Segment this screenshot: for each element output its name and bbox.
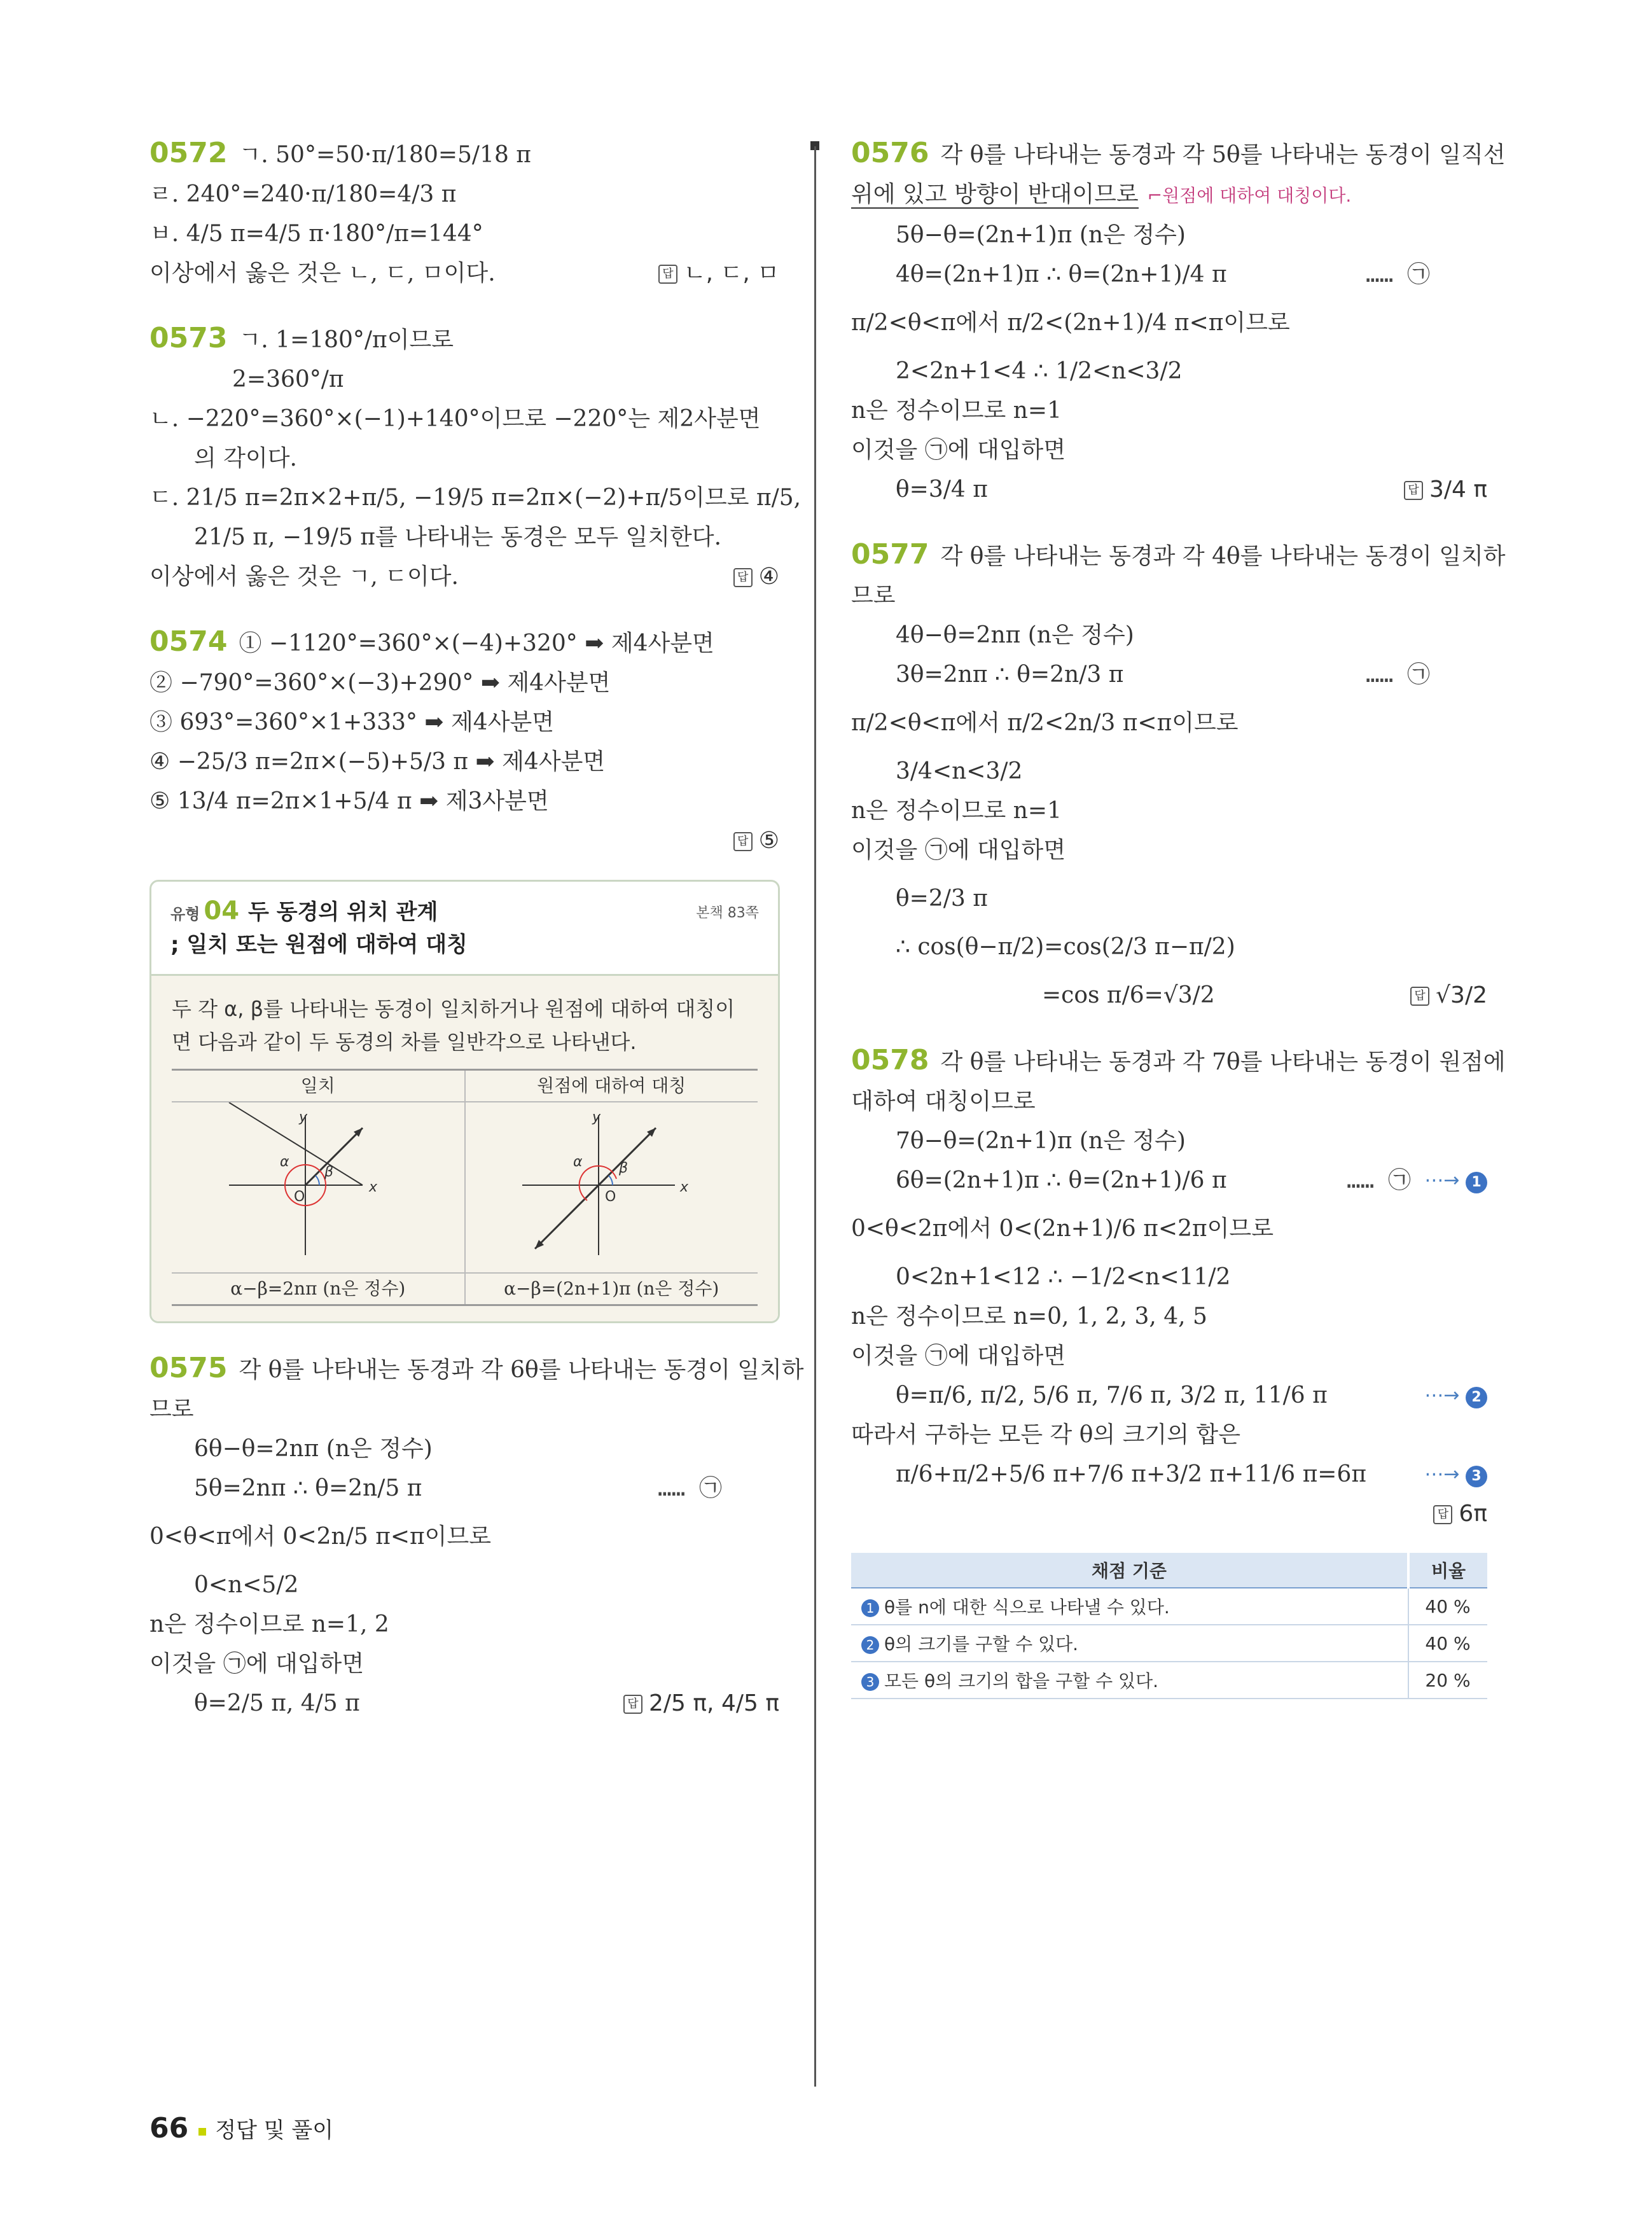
comparison-symmetric: [464, 1071, 758, 1304]
criteria-text: θ의 크기를 구할 수 있다.: [884, 1634, 1079, 1655]
solution-line: ㄴ. −220°=360°×(−1)+140°이므로 −220°는 제2사분면: [149, 406, 761, 432]
answer: [1433, 1494, 1487, 1534]
solution-line: ① −1120°=360°×(−4)+320° ➡ 제4사분면: [239, 630, 714, 657]
type-header: [151, 882, 778, 976]
left-column: [149, 134, 804, 1723]
type-page-ref: 본책 83쪽: [696, 905, 759, 921]
scoring-step: ⋯→ 3: [1424, 1455, 1487, 1494]
footer-square-icon: [198, 2128, 206, 2136]
solution-line: 각 θ를 나타내는 동경과 각 4θ를 나타내는 동경이 일치하: [940, 543, 1506, 569]
x-axis: [229, 1102, 363, 1185]
problem-0577: [851, 535, 1506, 1015]
right-column: [851, 134, 1506, 1699]
answer-value: ⑤: [758, 828, 779, 854]
comparison-table: [172, 1069, 758, 1306]
answer: [733, 821, 779, 861]
solution-line: ㄱ. 1=180°/π이므로: [239, 327, 454, 353]
solution-line: π/2<θ<π에서 π/2<(2n+1)/4 π<π이므로: [851, 310, 1290, 336]
solution-line: 이것을 ㉠에 대입하면: [851, 837, 1066, 863]
solution-line: 0<θ<2π에서 0<(2n+1)/6 π<2π이므로: [851, 1216, 1274, 1242]
equation-ref: …… ㉠: [1346, 1167, 1411, 1193]
answer-value: 3/4 π: [1429, 476, 1487, 503]
equation-ref: …… ㉠: [1365, 261, 1430, 288]
solution-line: 이것을 ㉠에 대입하면: [851, 1343, 1066, 1369]
answer-icon: 답: [658, 265, 677, 284]
symmetric-diagram: [471, 1102, 751, 1261]
solution-line: n은 정수이므로 n=1: [851, 398, 1062, 424]
coincide-diagram: [178, 1102, 458, 1261]
scoring-header-criteria: 채점 기준: [851, 1553, 1408, 1588]
step-number: 3: [1466, 1466, 1487, 1487]
solution-line: ④ −25/3 π=2π×(−5)+5/3 π ➡ 제4사분면: [149, 749, 606, 775]
solution-line: 이것을 ㉠에 대입하면: [149, 1651, 364, 1677]
answer: [1410, 976, 1487, 1015]
problem-0576: [851, 134, 1506, 510]
step-number: 1: [861, 1599, 879, 1617]
scoring-step: ⋯→ 1: [1424, 1161, 1487, 1200]
solution-line: 0<θ<π에서 0<2n/5 π<π이므로: [149, 1524, 492, 1550]
type-number: 04: [204, 896, 240, 926]
problem-number: 0574: [149, 625, 228, 658]
solution-line: 대하여 대칭이므로: [851, 1088, 1036, 1115]
answer-icon: 답: [623, 1695, 642, 1714]
solution-line: 이것을 ㉠에 대입하면: [851, 437, 1066, 463]
solution-line: 7θ−θ=(2n+1)π (n은 정수): [896, 1128, 1186, 1154]
margin-note: ⌐ 원점에 대하여 대칭이다.: [1148, 185, 1352, 206]
type-body: [151, 976, 778, 1321]
scoring-header-ratio: 비율: [1408, 1553, 1487, 1588]
table-row: [851, 1625, 1487, 1662]
page-number: 66: [149, 2112, 189, 2144]
solution-line: ② −790°=360°×(−3)+290° ➡ 제4사분면: [149, 670, 611, 696]
solution-line: ③ 693°=360°×1+333° ➡ 제4사분면: [149, 709, 555, 735]
solution-line: =cos π/6=√3/2: [1042, 982, 1215, 1008]
solution-line: ∴ cos(θ−π/2)=cos(2/3 π−π/2): [896, 934, 1235, 960]
solution-line: π/6+π/2+5/6 π+7/6 π+3/2 π+11/6 π=6π: [896, 1461, 1367, 1487]
solution-line: 므로: [851, 583, 896, 609]
solution-line: π/2<θ<π에서 π/2<2n/3 π<π이므로: [851, 710, 1239, 736]
type-body-line: 두 각 α, β를 나타내는 동경이 일치하거나 원점에 대하여 대칭이: [172, 997, 735, 1021]
scoring-table: [851, 1553, 1487, 1699]
solution-line: 2<2n+1<4 ∴ 1/2<n<3/2: [896, 358, 1183, 384]
criteria-text: 모든 θ의 크기의 합을 구할 수 있다.: [884, 1671, 1159, 1692]
step-number: 3: [861, 1673, 879, 1691]
solution-line: ㄱ. 50°=50·π/180=5/18 π: [239, 142, 531, 168]
type-label: 유형: [170, 905, 200, 923]
solution-line: θ=π/6, π/2, 5/6 π, 7/6 π, 3/2 π, 11/6 π: [896, 1382, 1328, 1408]
comparison-formula: α−β=(2n+1)π (n은 정수): [466, 1272, 758, 1304]
answer: [658, 254, 779, 293]
type-body-line: 면 다음과 같이 두 동경의 차를 일반각으로 나타낸다.: [172, 1030, 637, 1054]
answer-value: 2/5 π, 4/5 π: [649, 1690, 779, 1716]
type-title: 두 동경의 위치 관계: [248, 900, 438, 925]
terminal-side: [535, 1128, 656, 1249]
solution-line: ㄹ. 240°=240·π/180=4/3 π: [149, 181, 457, 207]
answer: [1404, 470, 1487, 510]
solution-line: 0<2n+1<12 ∴ −1/2<n<11/2: [896, 1264, 1231, 1290]
x-label: x: [680, 1179, 689, 1195]
comparison-header: 원점에 대하여 대칭: [466, 1071, 758, 1102]
origin-label: O: [293, 1189, 305, 1205]
solution-line: 21/5 π, −19/5 π를 나타내는 동경은 모두 일치한다.: [194, 524, 722, 550]
problem-number: 0576: [851, 137, 929, 169]
solution-line: 따라서 구하는 모든 각 θ의 크기의 합은: [851, 1422, 1240, 1448]
solution-line: 0<n<5/2: [194, 1572, 299, 1598]
answer: [623, 1684, 779, 1723]
answer-value: ㄴ, ㄷ, ㅁ: [683, 260, 779, 286]
solution-line: ⑤ 13/4 π=2π×1+5/4 π ➡ 제3사분면: [149, 788, 549, 814]
type-subtitle: ; 일치 또는 원점에 대하여 대칭: [170, 932, 468, 957]
answer: [733, 557, 779, 597]
solution-line: 므로: [149, 1396, 194, 1422]
ratio-value: 40 %: [1408, 1588, 1487, 1625]
comparison-coincide: [172, 1071, 464, 1304]
y-label: y: [298, 1109, 307, 1125]
solution-line: 의 각이다.: [194, 445, 297, 471]
solution-line: 5θ=2nπ ∴ θ=2n/5 π: [194, 1475, 422, 1501]
solution-line: ㄷ. 21/5 π=2π×2+π/5, −19/5 π=2π×(−2)+π/5이므로 π/5,: [149, 485, 802, 511]
alpha-label: α: [279, 1154, 289, 1170]
beta-label: β: [324, 1164, 333, 1180]
step-number: 2: [1466, 1387, 1487, 1408]
solution-line: 2=360°/π: [232, 366, 344, 393]
solution-line: ㅂ. 4/5 π=4/5 π·180°/π=144°: [149, 221, 483, 247]
answer-value: 6π: [1459, 1501, 1487, 1527]
problem-number: 0573: [149, 322, 228, 354]
solution-line: 각 θ를 나타내는 동경과 각 6θ를 나타내는 동경이 일치하: [239, 1357, 804, 1383]
x-label: x: [368, 1179, 377, 1195]
alpha-label: α: [573, 1154, 583, 1170]
table-row: [851, 1588, 1487, 1625]
page-footer: [149, 2112, 333, 2144]
solution-line: 6θ−θ=2nπ (n은 정수): [194, 1436, 433, 1462]
equation-ref: …… ㉠: [1365, 662, 1430, 688]
solution-line: 이상에서 옳은 것은 ㄱ, ㄷ이다.: [149, 564, 459, 590]
ratio-value: 20 %: [1408, 1662, 1487, 1699]
solution-line: 6θ=(2n+1)π ∴ θ=(2n+1)/6 π: [896, 1167, 1227, 1193]
problem-number: 0575: [149, 1352, 228, 1384]
answer-icon: 답: [733, 568, 753, 587]
comparison-header: 일치: [172, 1071, 464, 1102]
origin-label: O: [605, 1189, 616, 1205]
criteria-text: θ를 n에 대한 식으로 나타낼 수 있다.: [884, 1597, 1170, 1618]
step-number: 1: [1466, 1172, 1487, 1193]
scoring-step: ⋯→ 2: [1424, 1376, 1487, 1415]
solution-line: θ=2/5 π, 4/5 π: [194, 1690, 360, 1716]
problem-number: 0578: [851, 1044, 929, 1076]
solution-line: 각 θ를 나타내는 동경과 각 7θ를 나타내는 동경이 원점에: [940, 1049, 1506, 1075]
answer-icon: 답: [733, 832, 753, 851]
type-box: [149, 880, 780, 1323]
solution-line: 4θ−θ=2nπ (n은 정수): [896, 622, 1134, 648]
step-number: 2: [861, 1636, 879, 1654]
answer-icon: 답: [1433, 1505, 1452, 1524]
ratio-value: 40 %: [1408, 1625, 1487, 1662]
problem-0578: [851, 1041, 1506, 1534]
solution-line: 3θ=2nπ ∴ θ=2n/3 π: [896, 662, 1124, 688]
y-label: y: [592, 1109, 601, 1125]
beta-arc: [316, 1176, 319, 1185]
solution-line: 4θ=(2n+1)π ∴ θ=(2n+1)/4 π: [896, 261, 1227, 288]
problem-number: 0577: [851, 538, 929, 571]
beta-arc: [609, 1176, 613, 1185]
problem-0575: [149, 1349, 804, 1723]
answer-icon: 답: [1404, 481, 1423, 500]
beta-label: β: [619, 1160, 628, 1176]
solution-line: 이상에서 옳은 것은 ㄴ, ㄷ, ㅁ이다.: [149, 260, 496, 286]
problem-0573: [149, 319, 802, 597]
footer-title: 정답 및 풀이: [215, 2118, 334, 2143]
solution-line: 5θ−θ=(2n+1)π (n은 정수): [896, 222, 1186, 248]
solution-line: n은 정수이므로 n=0, 1, 2, 3, 4, 5: [851, 1303, 1207, 1330]
answer-value: ④: [758, 564, 779, 590]
comparison-formula: α−β=2nπ (n은 정수): [172, 1272, 464, 1304]
table-row: [851, 1662, 1487, 1699]
problem-0574: [149, 622, 779, 861]
column-divider: [814, 146, 816, 2087]
solution-line: n은 정수이므로 n=1: [851, 798, 1062, 824]
solution-line: n은 정수이므로 n=1, 2: [149, 1611, 389, 1637]
solution-line: θ=3/4 π: [896, 476, 988, 503]
answer-icon: 답: [1410, 987, 1429, 1006]
answer-value: √3/2: [1436, 982, 1487, 1008]
problem-0572: [149, 134, 779, 293]
problem-number: 0572: [149, 137, 228, 169]
solution-line: 각 θ를 나타내는 동경과 각 5θ를 나타내는 동경이 일직선: [940, 142, 1506, 168]
solution-line: 3/4<n<3/2: [896, 758, 1023, 784]
terminal-side: [305, 1128, 363, 1185]
equation-ref: …… ㉠: [657, 1475, 722, 1501]
solution-line: θ=2/3 π: [896, 886, 988, 912]
solution-line: 위에 있고 방향이 반대이므로: [851, 181, 1139, 207]
